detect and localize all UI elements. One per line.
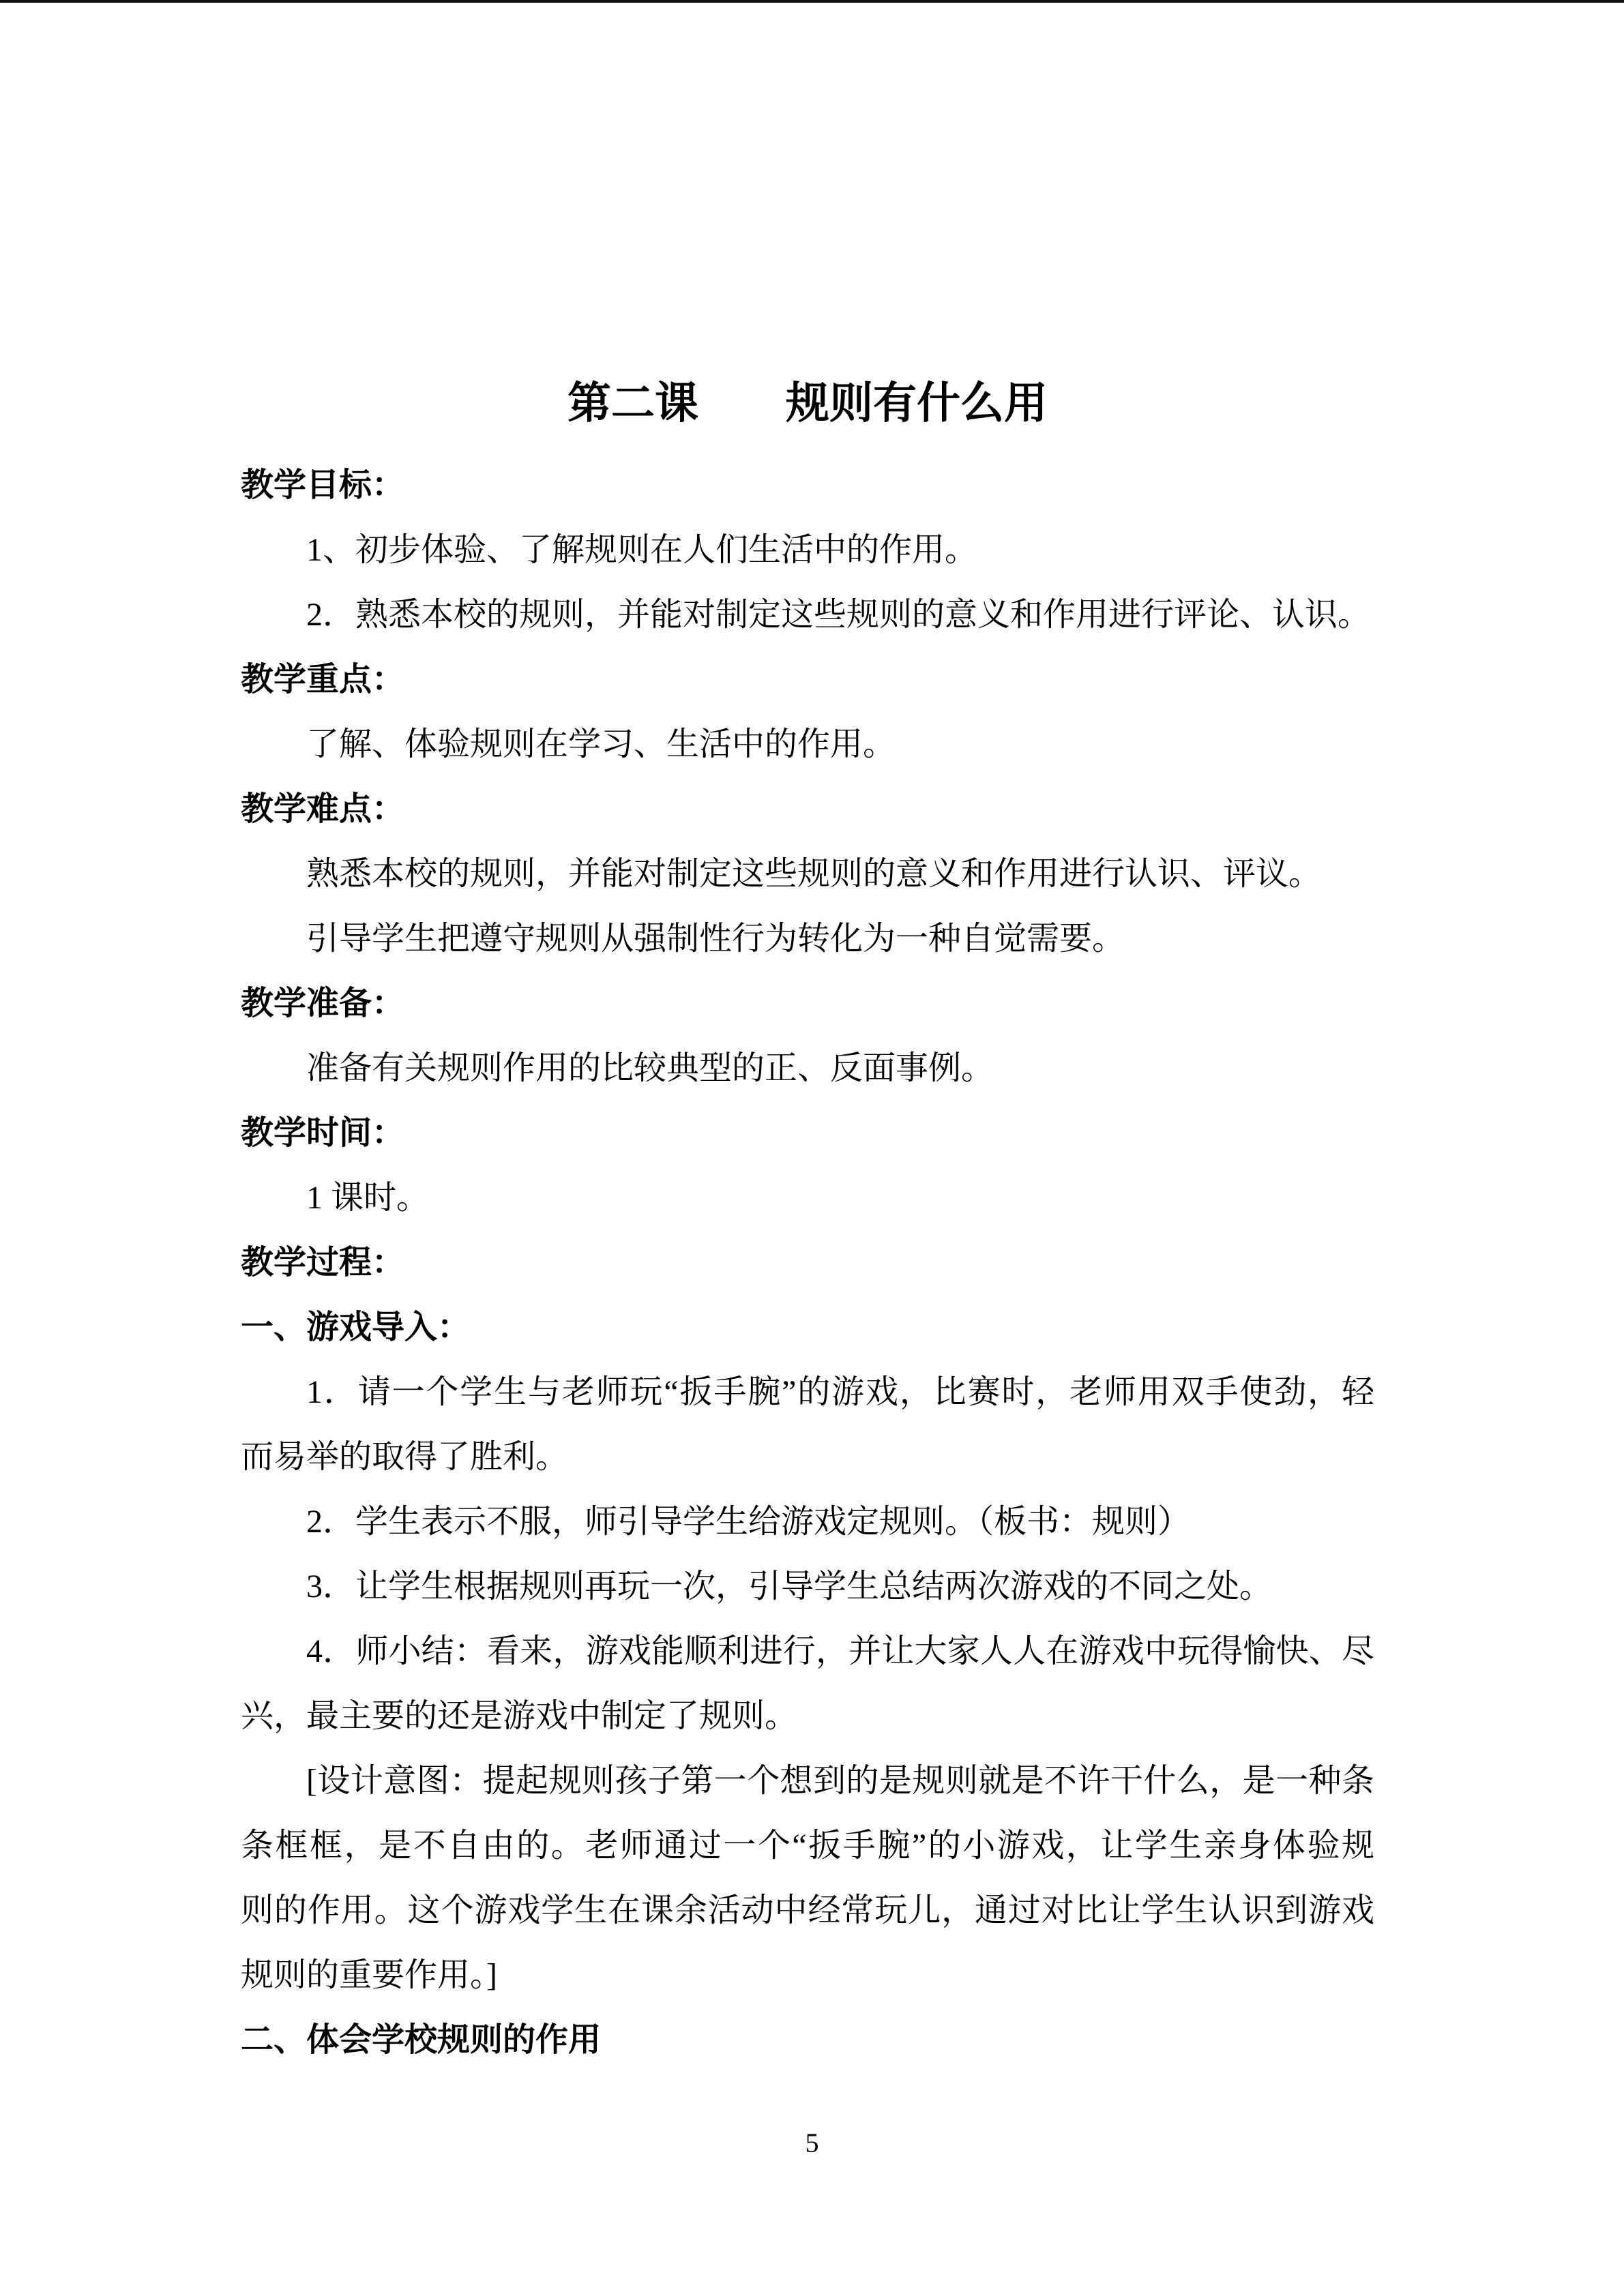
lesson-title-text: 规则有什么用 xyxy=(786,378,1048,428)
step1-item-3: 3．让学生根据规则再玩一次，引导学生总结两次游戏的不同之处。 xyxy=(306,1568,1273,1605)
step1-item-1-line-2: 而易举的取得了胜利。 xyxy=(241,1439,569,1475)
page-number: 5 xyxy=(805,2128,819,2158)
design-intent-line-2: 条框框，是不自由的。老师通过一个“扳手腕”的小游戏，让学生亲身体验规 xyxy=(241,1828,1374,1864)
lesson-title-number: 第二课 xyxy=(567,378,698,428)
difficulty-text-1: 熟悉本校的规则，并能对制定这些规则的意义和作用进行认识、评议。 xyxy=(306,856,1322,892)
objective-item-1: 1、初步体验、了解规则在人们生活中的作用。 xyxy=(306,532,978,568)
step1-item-4-line-1: 4．师小结：看来，游戏能顺利进行，并让大家人人在游戏中玩得愉快、尽 xyxy=(306,1633,1374,1669)
teaching-focus-text: 了解、体验规则在学习、生活中的作用。 xyxy=(306,726,896,762)
section-heading-teaching-objectives: 教学目标： xyxy=(241,467,405,503)
preparation-text: 准备有关规则作用的比较典型的正、反面事例。 xyxy=(306,1050,994,1086)
lesson-title xyxy=(241,376,1374,430)
section-heading-teaching-focus: 教学重点： xyxy=(241,661,405,698)
design-intent-line-4: 规则的重要作用。] xyxy=(241,1957,497,1993)
section-heading-teaching-process: 教学过程： xyxy=(241,1244,405,1281)
process-step-1-heading: 一、游戏导入： xyxy=(241,1309,471,1345)
design-intent-line-3: 则的作用。这个游戏学生在课余活动中经常玩儿，通过对比让学生认识到游戏 xyxy=(241,1892,1374,1928)
section-heading-teaching-time: 教学时间： xyxy=(241,1115,405,1151)
section-heading-teaching-difficulty: 教学难点： xyxy=(241,791,405,827)
step1-item-2: 2．学生表示不服，师引导学生给游戏定规则。（板书：规则） xyxy=(306,1504,1191,1540)
step1-item-4-line-2: 兴，最主要的还是游戏中制定了规则。 xyxy=(241,1698,798,1734)
design-intent-line-1: [设计意图：提起规则孩子第一个想到的是规则就是不许干什么，是一种条 xyxy=(306,1763,1374,1799)
teaching-time-text: 1 课时。 xyxy=(306,1180,430,1216)
step1-item-1-line-1: 1．请一个学生与老师玩“扳手腕”的游戏，比赛时，老师用双手使劲，轻 xyxy=(306,1374,1374,1410)
difficulty-text-2: 引导学生把遵守规则从强制性行为转化为一种自觉需要。 xyxy=(306,921,1125,957)
section-heading-teaching-preparation: 教学准备： xyxy=(241,985,405,1022)
objective-item-2: 2．熟悉本校的规则，并能对制定这些规则的意义和作用进行评论、认识。 xyxy=(306,597,1371,633)
page-top-border xyxy=(0,0,1624,3)
process-step-2-heading: 二、体会学校规则的作用 xyxy=(241,2022,602,2058)
